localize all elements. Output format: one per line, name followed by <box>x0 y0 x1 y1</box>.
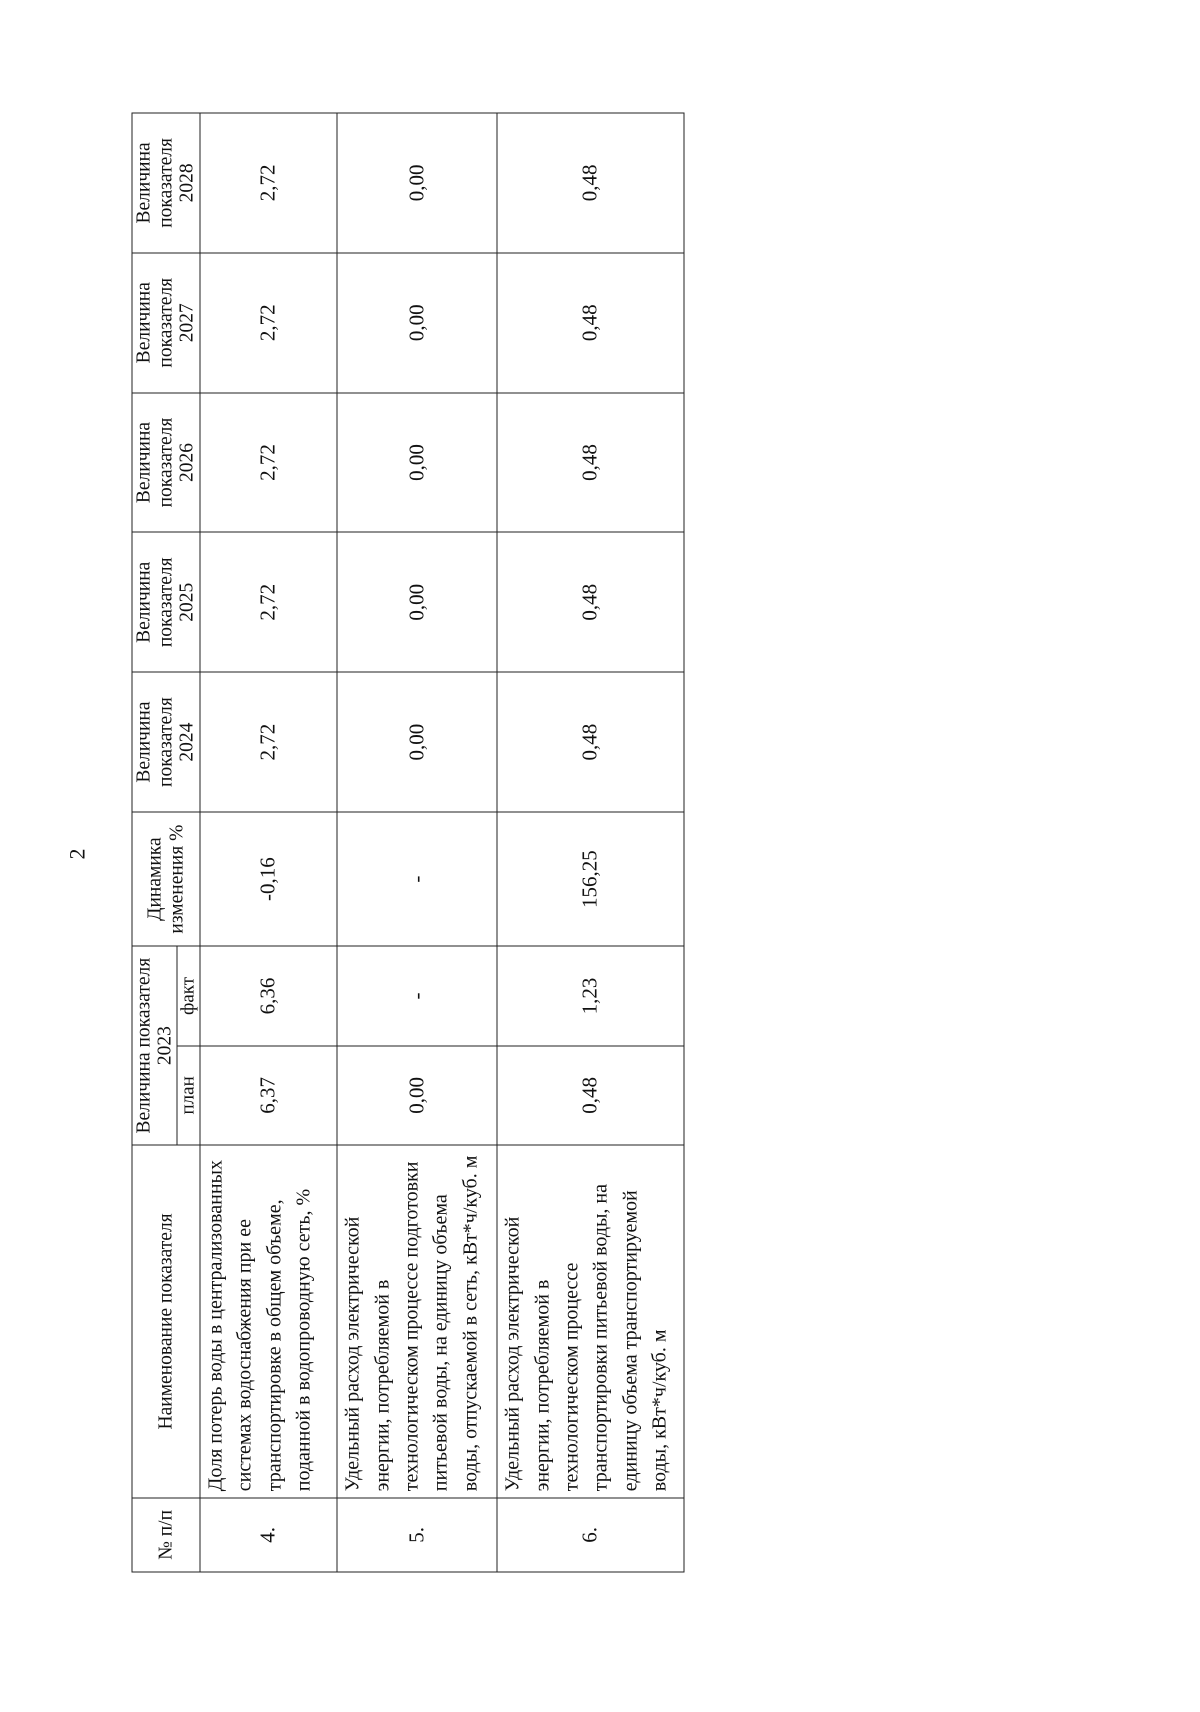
row-dynamics: -0,16 <box>200 811 337 945</box>
header-dynamics: Динамика изменения % <box>132 811 200 945</box>
row-2024: 2,72 <box>200 672 337 812</box>
row-2027: 2,72 <box>200 252 337 392</box>
row-plan: 0,00 <box>337 1045 497 1144</box>
row-2026: 2,72 <box>200 392 337 532</box>
header-value-2025: Величина показателя 2025 <box>132 532 200 672</box>
row-2025: 0,00 <box>337 532 497 672</box>
row-num: 5. <box>337 1497 497 1571</box>
row-2024: 0,00 <box>337 672 497 812</box>
row-fact: 6,36 <box>200 946 337 1045</box>
row-plan: 6,37 <box>200 1045 337 1144</box>
row-2026: 0,48 <box>497 392 684 532</box>
row-fact: - <box>337 946 497 1045</box>
row-2027: 0,48 <box>497 252 684 392</box>
row-2028: 2,72 <box>200 113 337 253</box>
row-2028: 0,00 <box>337 113 497 253</box>
header-value-2026: Величина показателя 2026 <box>132 392 200 532</box>
header-value-2027: Величина показателя 2027 <box>132 252 200 392</box>
row-2028: 0,48 <box>497 113 684 253</box>
row-name: Удельный расход электрической энергии, потребляемой в технологическом процессе подготовки питьевой воды, на единицу объема воды, отпускаемой в сеть, кВт*ч/куб. м <box>337 1145 497 1498</box>
header-fact: факт <box>177 946 200 1045</box>
row-plan: 0,48 <box>497 1045 684 1144</box>
row-2027: 0,00 <box>337 252 497 392</box>
header-name: Наименование показателя <box>132 1145 200 1498</box>
row-name: Доля потерь воды в централизованных системах водоснабжения при ее транспортировке в общем объеме, поданной в водопроводную сеть, % <box>200 1145 337 1498</box>
row-num: 4. <box>200 1497 337 1571</box>
header-value-2024: Величина показателя 2024 <box>132 672 200 812</box>
page-number: 2 <box>64 848 90 860</box>
row-2026: 0,00 <box>337 392 497 532</box>
row-dynamics: 156,25 <box>497 811 684 945</box>
header-value-2023: Величина показателя 2023 <box>132 946 177 1145</box>
row-name: Удельный расход электрической энергии, потребляемой в технологическом процессе транспортировки питьевой воды, на единицу объема транспортируемой воды, кВт*ч/куб. м <box>497 1145 684 1498</box>
row-dynamics: - <box>337 811 497 945</box>
header-value-2028: Величина показателя 2028 <box>132 113 200 253</box>
row-2024: 0,48 <box>497 672 684 812</box>
table-row <box>200 113 337 1572</box>
row-2025: 0,48 <box>497 532 684 672</box>
header-num: № п/п <box>132 1497 200 1571</box>
indicator-table-container <box>131 112 684 1572</box>
row-num: 6. <box>497 1497 684 1571</box>
row-2025: 2,72 <box>200 532 337 672</box>
header-plan: план <box>177 1045 200 1144</box>
row-fact: 1,23 <box>497 946 684 1045</box>
table-row <box>497 113 684 1572</box>
table-row <box>337 113 497 1572</box>
indicator-table <box>131 112 684 1572</box>
